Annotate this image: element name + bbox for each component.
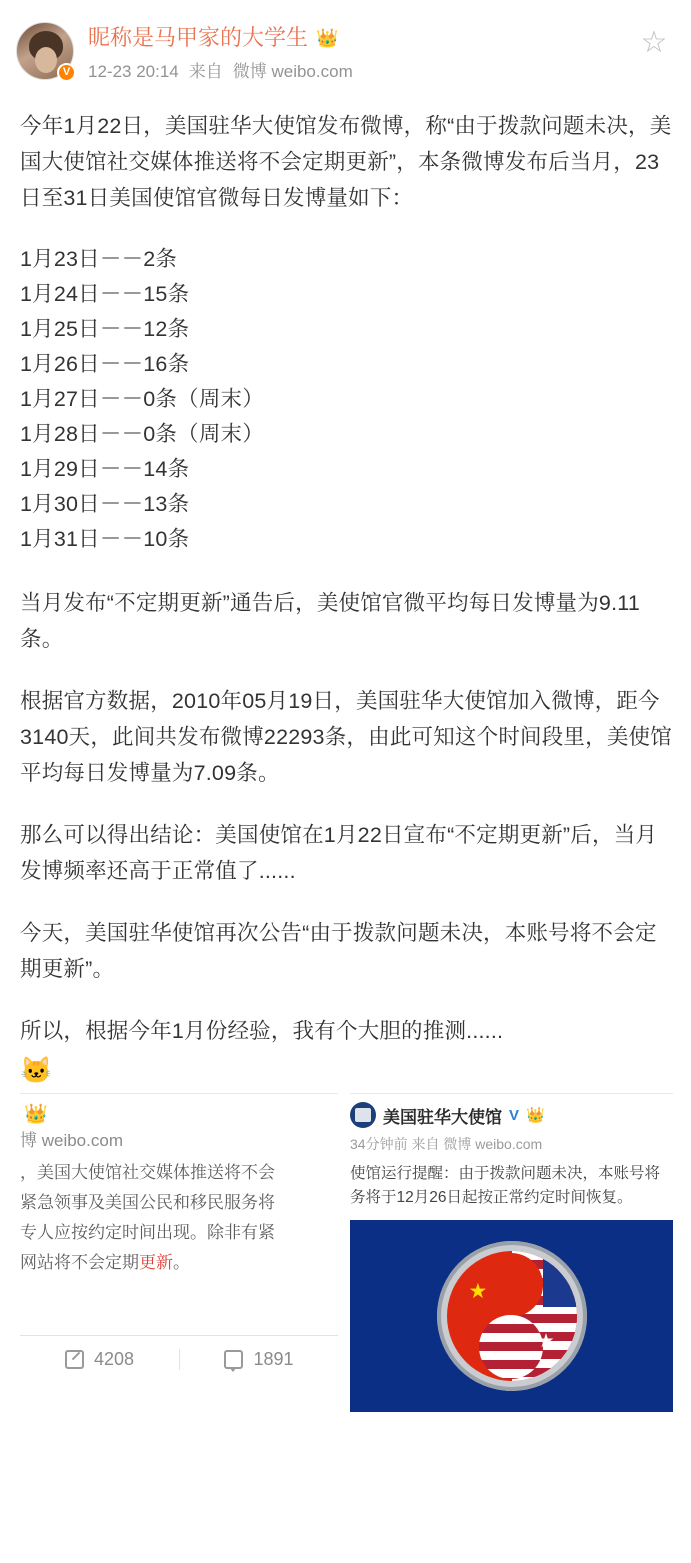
user-nickname[interactable]: 昵称是马甲家的大学生 — [88, 25, 309, 50]
comment-stat[interactable] — [179, 1349, 338, 1370]
comment-icon — [224, 1350, 243, 1369]
quoted-account-name[interactable]: 美国驻华大使馆 — [383, 1107, 502, 1127]
post-meta — [88, 61, 673, 83]
left-screenshot-line: 专人应按约定时间出现。除非有紧 — [20, 1223, 275, 1242]
left-screenshot-source: 博 weibo.com — [20, 1131, 123, 1150]
list-item: 1月30日－－13条 — [20, 492, 190, 516]
list-item: 1月23日－－2条 — [20, 247, 178, 271]
quoted-post-header — [350, 1102, 673, 1128]
crown-icon: 👑 — [24, 1104, 48, 1125]
share-count: 4208 — [93, 1349, 135, 1369]
yin-bottom-lobe — [479, 1315, 543, 1379]
comment-count: 1891 — [253, 1349, 294, 1369]
left-screenshot-line: 紧急领事及美国公民和移民服务将 — [20, 1193, 275, 1212]
yin-top-lobe — [479, 1253, 543, 1317]
post-timestamp: 12-23 20:14 — [88, 62, 179, 81]
list-item: 1月25日－－12条 — [20, 317, 190, 341]
quoted-post-image[interactable] — [350, 1220, 673, 1412]
post-source[interactable]: 微博 weibo.com — [232, 62, 353, 81]
yin-yang-inner — [447, 1251, 577, 1381]
post-header-text — [88, 18, 673, 83]
post-header — [0, 0, 691, 104]
left-screenshot-text — [20, 1093, 338, 1325]
cat-emoji-icon: 🐱 — [20, 1055, 53, 1085]
highlight-suffix: 。 — [173, 1253, 190, 1272]
crown-icon: 👑 — [316, 28, 339, 48]
nickname-row — [88, 24, 673, 52]
left-screenshot-line-highlight — [20, 1248, 338, 1278]
highlight-text: 更新 — [139, 1253, 173, 1272]
left-screenshot[interactable] — [20, 1093, 338, 1412]
post-stats-bar — [20, 1335, 338, 1383]
quoted-post-text: 使馆运行提醒：由于拨款问题未决，本账号将 务将于12月26日起按正常约定时间恢复。 — [350, 1165, 661, 1206]
right-screenshot[interactable] — [350, 1093, 673, 1412]
post-body — [0, 104, 691, 1091]
verified-badge-icon: V — [509, 1106, 520, 1124]
share-icon — [65, 1350, 84, 1369]
quoted-post-meta: 34分钟前 来自 微博 weibo.com — [350, 1136, 543, 1152]
post-paragraph: 那么可以得出结论：美国使馆在1月22日宣布“不定期更新”后，当月发博频率还高于正常值了...... — [20, 823, 658, 883]
list-item: 1月24日－－15条 — [20, 282, 190, 306]
left-screenshot-line-text: 网站将不会定期 — [20, 1253, 139, 1272]
post-source-prefix: 来自 — [188, 62, 223, 81]
crown-icon: 👑 — [526, 1107, 545, 1124]
list-item: 1月28日－－0条（周末） — [20, 422, 264, 446]
list-item: 1月29日－－14条 — [20, 457, 190, 481]
china-star-icon: ★ — [468, 1280, 488, 1303]
post-paragraph: 今年1月22日，美国驻华大使馆发布微博，称“由于拨款问题未决，美国大使馆社交媒体推送将不会定期更新”，本条微博发布后当月，23日至31日美国使馆官微每日发博量如下： — [20, 114, 672, 210]
verified-badge-icon: V — [57, 63, 76, 82]
post-paragraph: 根据官方数据，2010年05月19日，美国驻华大使馆加入微博，距今3140天，此间共发布微博22293条，由此可知这个时间段里，美使馆平均每日发博量为7.09条。 — [20, 689, 672, 785]
list-item: 1月26日－－16条 — [20, 352, 190, 376]
post-paragraph: 今天，美国驻华使馆再次公告“由于拨款问题未决，本账号将不会定期更新”。 — [20, 921, 657, 981]
daily-count-list — [20, 242, 673, 557]
list-item: 1月27日－－0条（周末） — [20, 387, 264, 411]
post-paragraph: 所以，根据今年1月份经验，我有个大胆的推测...... — [20, 1019, 504, 1043]
us-star-icon: ★ — [537, 1331, 555, 1352]
attached-media-row — [0, 1093, 691, 1412]
share-stat[interactable] — [20, 1349, 179, 1370]
post-paragraph: 当月发布“不定期更新”通告后，美使馆官微平均每日发博量为9.11条。 — [20, 591, 640, 651]
us-canton — [543, 1251, 577, 1307]
avatar[interactable] — [16, 22, 74, 80]
quoted-avatar[interactable] — [350, 1102, 376, 1128]
left-screenshot-line: ，美国大使馆社交媒体推送将不会 — [20, 1163, 275, 1182]
favorite-star-icon[interactable]: ☆ — [640, 26, 668, 59]
yin-yang-emblem — [437, 1241, 587, 1391]
list-item: 1月31日－－10条 — [20, 527, 190, 551]
